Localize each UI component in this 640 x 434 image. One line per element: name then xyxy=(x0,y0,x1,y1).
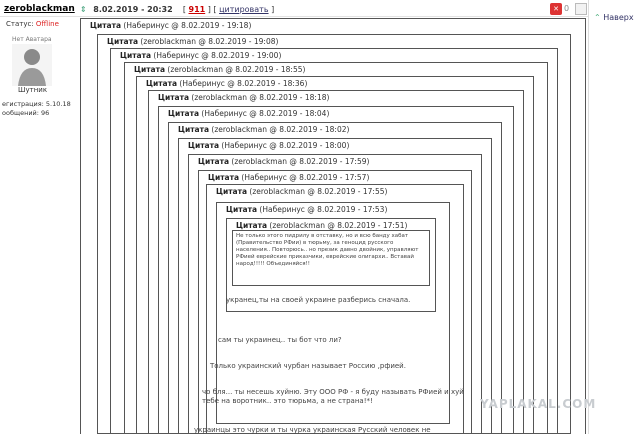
innermost-quote-text: Не только этого пидрилу в отставку, но и всю банду хабат (Правительство РФии) в тюрьму, за геноцид русского населения.. Повторюсь.. но презик давно двойник, управляют РФией еврейские приказчики, еврейские олигархи.. Вставай народ!!!!! Объединяйся!! xyxy=(236,233,419,267)
status-value: Offline xyxy=(35,20,59,28)
no-avatar-label: Нет Аватара xyxy=(12,36,52,43)
quote-title-14: Цитата (zeroblackman @ 8.02.2019 - 17:51) xyxy=(236,221,408,230)
quote-link[interactable]: цитировать xyxy=(219,5,269,14)
username-link[interactable]: zeroblackman xyxy=(4,4,75,14)
quote-title-1: Цитата (Наберинус @ 8.02.2019 - 19:18) xyxy=(90,21,252,30)
quote-title-2: Цитата (zeroblackman @ 8.02.2019 - 19:08) xyxy=(107,37,279,46)
quote-title-6: Цитата (zeroblackman @ 8.02.2019 - 18:18) xyxy=(158,93,330,102)
quote-text-13: укранец,ты на своей украине разберись сначала. xyxy=(226,296,411,304)
registration-date: егистрация: 5.10.18 xyxy=(2,100,71,108)
quote-title-5: Цитата (Наберинус @ 8.02.2019 - 18:36) xyxy=(146,79,308,88)
watermark-logo: YAPLAKAL.COM xyxy=(480,397,597,411)
rating-value: 0 xyxy=(564,4,570,13)
quote-text-10: чо бля... ты несешь хуйню. Эту ООО РФ - я буду называть РФией и хуй тебе на воротник.. это тюрьма, а не страна!*! xyxy=(202,388,464,405)
user-stats xyxy=(2,100,71,118)
user-rank: Шутник xyxy=(18,86,48,94)
post-count: ообщений: 96 xyxy=(2,109,50,117)
quote-title-11: Цитата (Наберинус @ 8.02.2019 - 17:57) xyxy=(208,173,370,182)
quote-text-12: сам ты украинец.. ты бот что ли? xyxy=(218,336,342,344)
post-header: ⇕ 8.02.2019 - 20:32 [ 911 ] [ цитировать ] xyxy=(80,5,275,14)
quote-title-13: Цитата (Наберинус @ 8.02.2019 - 17:53) xyxy=(226,205,388,214)
rating-minus-icon[interactable]: ✕ xyxy=(550,3,562,15)
quote-title-3: Цитата (Наберинус @ 8.02.2019 - 19:00) xyxy=(120,51,282,60)
column-divider xyxy=(588,0,589,434)
quote-title-4: Цитата (zeroblackman @ 8.02.2019 - 18:55) xyxy=(134,65,306,74)
post-date: 8.02.2019 - 20:32 xyxy=(93,5,173,14)
quote-text-11: Только украинский чурбан называет Россию ,рфией. xyxy=(210,362,406,370)
back-label: Наверх xyxy=(603,13,634,22)
post-link-icon[interactable]: ⇕ xyxy=(80,5,87,14)
status-row xyxy=(6,20,59,28)
checkbox-select[interactable] xyxy=(575,3,587,15)
quote-text-9: украинцы это чурки и ты чурка украинская Русский человек не xyxy=(194,426,431,434)
back-to-top-link[interactable] xyxy=(594,13,634,22)
quote-title-10: Цитата (zeroblackman @ 8.02.2019 - 17:59) xyxy=(198,157,370,166)
avatar-placeholder-icon xyxy=(12,44,52,86)
quote-title-8: Цитата (zeroblackman @ 8.02.2019 - 18:02) xyxy=(178,125,350,134)
quote-title-12: Цитата (zeroblackman @ 8.02.2019 - 17:55) xyxy=(216,187,388,196)
quote-title-7: Цитата (Наберинус @ 8.02.2019 - 18:04) xyxy=(168,109,330,118)
caret-up-icon: ⌃ xyxy=(594,13,601,22)
header-divider xyxy=(0,16,588,17)
status-label: Статус: xyxy=(6,20,34,28)
post-number-link[interactable]: 911 xyxy=(188,5,206,14)
quote-title-9: Цитата (Наберинус @ 8.02.2019 - 18:00) xyxy=(188,141,350,150)
